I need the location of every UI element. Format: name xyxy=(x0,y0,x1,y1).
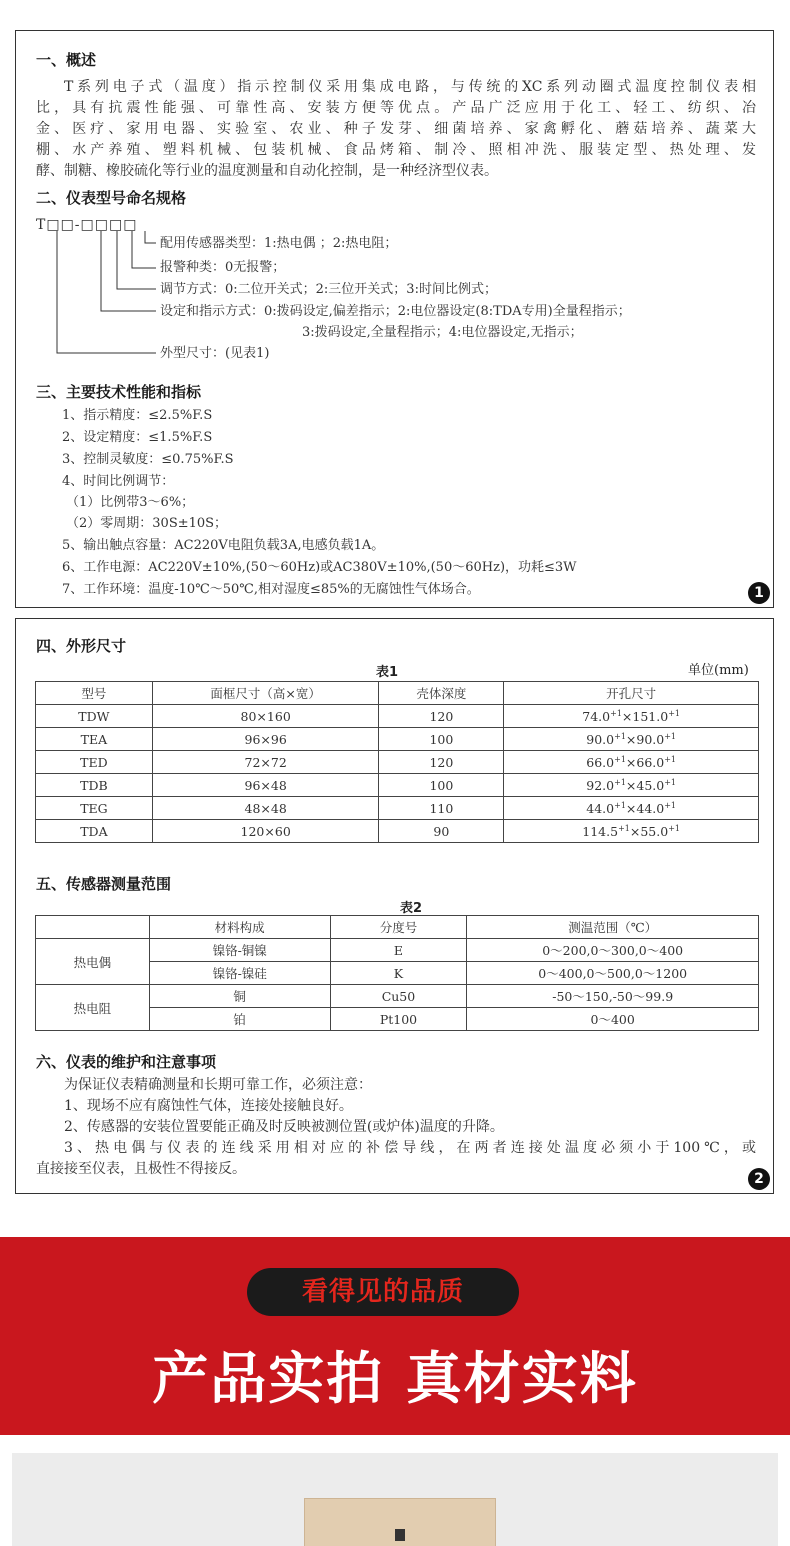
table-cell: TEA xyxy=(36,728,153,751)
table1-unit: 单位(mm) xyxy=(688,663,749,678)
cutout-size-cell xyxy=(504,797,759,820)
table-cell: 铂 xyxy=(149,1008,330,1031)
cutout-size-cell xyxy=(504,705,759,728)
tolerance-mark: +1 xyxy=(614,731,626,741)
table-cell: 镍铬-镍硅 xyxy=(149,962,330,985)
cutout-height: 44.0 xyxy=(586,800,615,816)
tolerance-mark: +1 xyxy=(618,823,630,833)
section-model-naming-title: 二、仪表型号命名规格 xyxy=(36,189,187,207)
perf-item: 1、指示精度：≤2.5%F.S xyxy=(62,408,213,423)
table-cell: 120 xyxy=(379,705,504,728)
naming-dimensions: 外型尺寸：(见表1) xyxy=(160,346,270,361)
table2-caption: 表2 xyxy=(400,901,423,916)
sensor-group-cell: 热电偶 xyxy=(36,939,150,985)
tolerance-mark: +1 xyxy=(664,800,677,810)
cutout-width: ×55.0 xyxy=(629,823,669,839)
tolerance-mark: +1 xyxy=(664,731,677,741)
cutout-width: ×151.0 xyxy=(621,708,669,724)
table-cell: TED xyxy=(36,751,153,774)
naming-setting-indication: 设定和指示方式：0:拨码设定,偏差指示；2:电位器设定(8:TDA专用)全量程指示； xyxy=(160,304,631,319)
table-cell: 48×48 xyxy=(152,797,379,820)
cutout-width: ×90.0 xyxy=(625,731,665,747)
spec-panel-2 xyxy=(15,618,774,1194)
table-cell: 120 xyxy=(379,751,504,774)
table-cell: 0～200,0～300,0～400 xyxy=(467,939,759,962)
tolerance-mark: +1 xyxy=(610,708,622,718)
perf-item: 5、输出触点容量：AC220V电阻负载3A,电感负载1A。 xyxy=(62,538,385,553)
table-row xyxy=(36,939,759,962)
table-header-cell: 面框尺寸（高×宽） xyxy=(152,682,379,705)
cutout-height: 92.0 xyxy=(586,777,615,793)
overview-line: 棚、水产养殖、塑料机械、包装机械、食品烤箱、制冷、照相冲洗、服装定型、热处理、发 xyxy=(36,142,756,158)
maintenance-line: 直接接至仪表，且极性不得接反。 xyxy=(36,1161,246,1177)
section-sensor-range-title: 五、传感器测量范围 xyxy=(36,875,172,893)
quality-pill xyxy=(247,1268,519,1316)
dimensions-table xyxy=(35,681,759,843)
tolerance-mark: +1 xyxy=(664,754,677,764)
controller-device-image xyxy=(304,1498,496,1546)
tolerance-mark: +1 xyxy=(614,754,626,764)
cutout-height: 66.0 xyxy=(586,754,615,770)
cutout-size-cell xyxy=(504,820,759,843)
perf-item: 3、控制灵敏度：≤0.75%F.S xyxy=(62,452,234,467)
maintenance-line: 1、现场不应有腐蚀性气体，连接处接触良好。 xyxy=(64,1098,353,1114)
product-photo xyxy=(12,1453,778,1546)
table-header-cell: 材料构成 xyxy=(149,916,330,939)
table-cell: 90 xyxy=(379,820,504,843)
perf-item: 6、工作电源：AC220V±10%,(50～60Hz)或AC380V±10%,(50～60Hz)，功耗≤3W xyxy=(62,560,577,575)
cutout-size-cell xyxy=(504,728,759,751)
table-row xyxy=(36,728,759,751)
table-cell: Pt100 xyxy=(330,1008,467,1031)
tolerance-mark: +1 xyxy=(668,708,680,718)
table-row xyxy=(36,774,759,797)
table-row xyxy=(36,751,759,774)
table-cell: 80×160 xyxy=(152,705,379,728)
table-cell: -50～150,-50～99.9 xyxy=(467,985,759,1008)
tolerance-mark: +1 xyxy=(614,777,626,787)
spec-panel-1 xyxy=(15,30,774,608)
table-cell: 铜 xyxy=(149,985,330,1008)
cutout-height: 114.5 xyxy=(582,823,619,839)
table-cell: 100 xyxy=(379,728,504,751)
naming-regulation-mode: 调节方式：0:二位开关式；2:三位开关式；3:时间比例式； xyxy=(160,282,497,297)
cutout-size-cell xyxy=(504,751,759,774)
table-cell: Cu50 xyxy=(330,985,467,1008)
table-header-cell: 壳体深度 xyxy=(379,682,504,705)
maintenance-line: 为保证仪表精确测量和长期可靠工作，必须注意： xyxy=(64,1077,372,1093)
tolerance-mark: +1 xyxy=(668,823,680,833)
table-header-row xyxy=(36,682,759,705)
naming-sensor-type: 配用传感器类型：1:热电偶 ；2:热电阻； xyxy=(160,236,398,251)
table1-caption: 表1 xyxy=(376,665,399,680)
section-dimensions-title: 四、外形尺寸 xyxy=(36,637,127,655)
table-cell: K xyxy=(330,962,467,985)
cutout-width: ×66.0 xyxy=(625,754,665,770)
quality-pill-text: 看得见的品质 xyxy=(301,1277,464,1307)
table-header-row xyxy=(36,916,759,939)
perf-item: （2）零周期：30S±10S； xyxy=(66,516,228,531)
model-code-pattern: T□□-□□□□ xyxy=(36,217,138,233)
page-number-badge: 2 xyxy=(748,1168,770,1190)
perf-item: （1）比例带3～6%； xyxy=(66,495,195,510)
table-row xyxy=(36,820,759,843)
maintenance-paragraph xyxy=(36,1138,756,1180)
cutout-width: ×44.0 xyxy=(625,800,665,816)
table-cell: 100 xyxy=(379,774,504,797)
banner-slogan: 产品实拍 真材实料 xyxy=(152,1347,638,1412)
table-cell: 110 xyxy=(379,797,504,820)
table-cell: E xyxy=(330,939,467,962)
table-cell: 96×96 xyxy=(152,728,379,751)
table-cell: 0～400,0～500,0～1200 xyxy=(467,962,759,985)
table-cell: 96×48 xyxy=(152,774,379,797)
naming-alarm-type: 报警种类：0无报警； xyxy=(160,260,286,275)
section-performance-title: 三、主要技术性能和指标 xyxy=(36,383,202,401)
overview-line: T系列电子式（温度）指示控制仪采用集成电路，与传统的XC系列动圈式温度控制仪表相 xyxy=(64,79,756,95)
table-row xyxy=(36,705,759,728)
table-row xyxy=(36,797,759,820)
table-header-cell: 测温范围（℃） xyxy=(467,916,759,939)
table-cell: TDA xyxy=(36,820,153,843)
table-cell: 镍铬-铜镍 xyxy=(149,939,330,962)
maintenance-line: 3、热电偶与仪表的连线采用相对应的补偿导线，在两者连接处温度必须小于100℃，或 xyxy=(64,1140,756,1156)
table-cell: TDW xyxy=(36,705,153,728)
table-cell: 72×72 xyxy=(152,751,379,774)
naming-setting-indication-cont: 3:拨码设定,全量程指示；4:电位器设定,无指示； xyxy=(302,325,583,340)
section-overview-title: 一、概述 xyxy=(36,51,97,69)
table-cell: 120×60 xyxy=(152,820,379,843)
maintenance-line: 2、传感器的安装位置要能正确及时反映被测位置(或炉体)温度的升降。 xyxy=(64,1119,504,1135)
sensor-group-cell: 热电阻 xyxy=(36,985,150,1031)
cutout-height: 90.0 xyxy=(586,731,615,747)
perf-item: 7、工作环境：温度-10℃～50℃,相对湿度≤85%的无腐蚀性气体场合。 xyxy=(62,582,480,597)
section-maintenance-title: 六、仪表的维护和注意事项 xyxy=(36,1053,217,1071)
perf-item: 2、设定精度：≤1.5%F.S xyxy=(62,430,213,445)
device-display-window xyxy=(395,1529,405,1541)
table-header-cell: 开孔尺寸 xyxy=(504,682,759,705)
page-number-badge: 1 xyxy=(748,582,770,604)
promo-banner xyxy=(0,1237,790,1435)
perf-item: 4、时间比例调节： xyxy=(62,474,175,489)
overview-line: 酵、制糖、橡胶硫化等行业的温度测量和自动化控制，是一种经济型仪表。 xyxy=(36,163,498,179)
sensor-range-table xyxy=(35,915,759,1031)
cutout-size-cell xyxy=(504,774,759,797)
table-row xyxy=(36,985,759,1008)
table-cell: TDB xyxy=(36,774,153,797)
table-cell: 0～400 xyxy=(467,1008,759,1031)
tolerance-mark: +1 xyxy=(614,800,626,810)
cutout-height: 74.0 xyxy=(582,708,611,724)
cutout-width: ×45.0 xyxy=(625,777,665,793)
overview-line: 比，具有抗震性能强、可靠性高、安装方便等优点。产品广泛应用于化工、轻工、纺织、冶 xyxy=(36,100,756,116)
overview-line: 金、医疗、家用电器、实验室、农业、种子发芽、细菌培养、家禽孵化、蘑菇培养、蔬菜大 xyxy=(36,121,756,137)
table-cell: TEG xyxy=(36,797,153,820)
table-header-cell: 分度号 xyxy=(330,916,467,939)
table-header-cell xyxy=(36,916,150,939)
tolerance-mark: +1 xyxy=(664,777,677,787)
table-header-cell: 型号 xyxy=(36,682,153,705)
